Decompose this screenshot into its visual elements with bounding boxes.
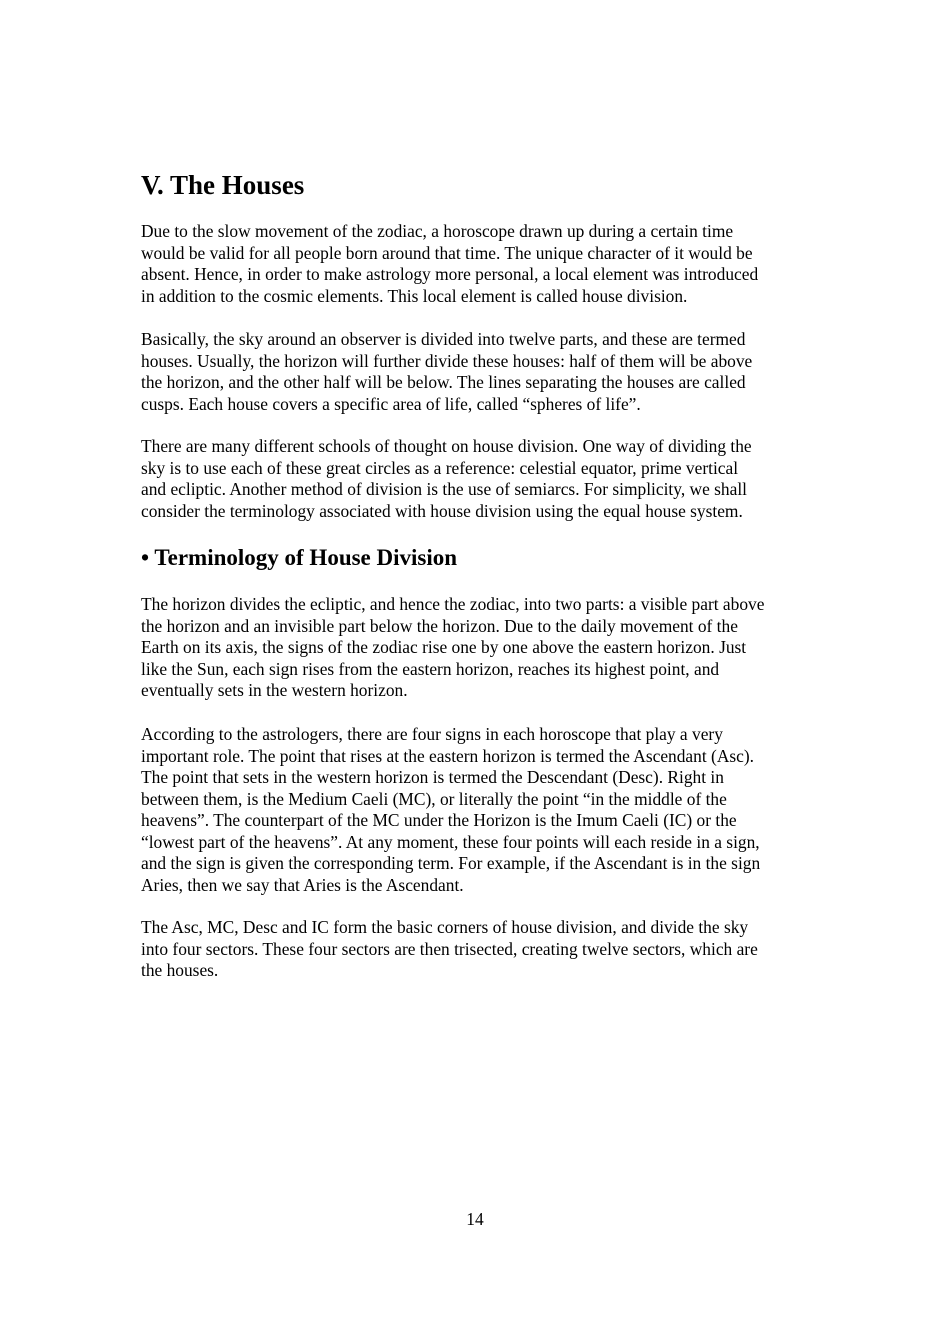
text-line: between them, is the Medium Caeli (MC), or literally the point “in the middle of the <box>141 788 727 809</box>
text-line: The horizon divides the ecliptic, and hence the zodiac, into two parts: a visible part above <box>141 594 765 614</box>
text-line: would be valid for all people born around that time. The unique character of it would be <box>141 242 753 263</box>
paragraph-four-signs <box>141 724 821 896</box>
page-number: 14 <box>466 1209 484 1229</box>
text-line: into four sectors. These four sectors are then trisected, creating twelve sectors, which are <box>141 938 758 959</box>
text-line: and ecliptic. Another method of division is the use of semiarcs. For simplicity, we shall <box>141 479 747 499</box>
text-line: the horizon and an invisible part below the horizon. Due to the daily movement of the <box>141 615 738 636</box>
text-line: According to the astrologers, there are four signs in each horoscope that play a very <box>141 724 723 744</box>
paragraph-horizon <box>141 594 821 702</box>
text-line: houses. Usually, the horizon will further divide these houses: half of them will be above <box>141 350 753 371</box>
text-line: the horizon, and the other half will be below. The lines separating the houses are called <box>141 372 746 392</box>
text-line: Due to the slow movement of the zodiac, a horoscope drawn up during a certain time <box>141 221 734 241</box>
text-line: and the sign is given the corresponding term. For example, if the Ascendant is in the sign <box>141 853 761 873</box>
text-line: in addition to the cosmic elements. This local element is called house division. <box>141 285 688 306</box>
text-line: important role. The point that rises at the eastern horizon is termed the Ascendant (Asc). <box>141 745 755 766</box>
paragraph-corners <box>141 917 821 982</box>
text-line: sky is to use each of these great circles as a reference: celestial equator, prime vertical <box>141 457 739 478</box>
text-line: absent. Hence, in order to make astrology more personal, a local element was introduced <box>141 264 759 284</box>
text-line: Aries, then we say that Aries is the Ascendant. <box>141 874 464 895</box>
paragraph-schools-of-thought <box>141 436 821 522</box>
text-line: eventually sets in the western horizon. <box>141 680 408 700</box>
text-line: The point that sets in the western horizon is termed the Descendant (Desc). Right in <box>141 767 724 787</box>
text-line: consider the terminology associated with house division using the equal house system. <box>141 500 743 521</box>
chapter-title: V. The Houses <box>141 170 305 200</box>
text-line: cusps. Each house covers a specific area of life, called “spheres of life”. <box>141 393 641 414</box>
text-line: the houses. <box>141 960 219 980</box>
text-line: The Asc, MC, Desc and IC form the basic corners of house division, and divide the sky <box>141 917 749 937</box>
paragraph-twelve-houses <box>141 329 821 415</box>
section-title: • Terminology of House Division <box>141 545 458 570</box>
text-line: Basically, the sky around an observer is divided into twelve parts, and these are termed <box>141 329 746 349</box>
text-line: Earth on its axis, the signs of the zodiac rise one by one above the eastern horizon. Just <box>141 637 747 657</box>
text-line: like the Sun, each sign rises from the eastern horizon, reaches its highest point, and <box>141 658 720 679</box>
text-line: “lowest part of the heavens”. At any moment, these four points will each reside in a sign, <box>141 831 760 852</box>
text-line: There are many different schools of thought on house division. One way of dividing the <box>141 436 752 456</box>
text-line: heavens”. The counterpart of the MC under the Horizon is the Imum Caeli (IC) or the <box>141 810 737 830</box>
paragraph-house-division-intro <box>141 221 821 307</box>
